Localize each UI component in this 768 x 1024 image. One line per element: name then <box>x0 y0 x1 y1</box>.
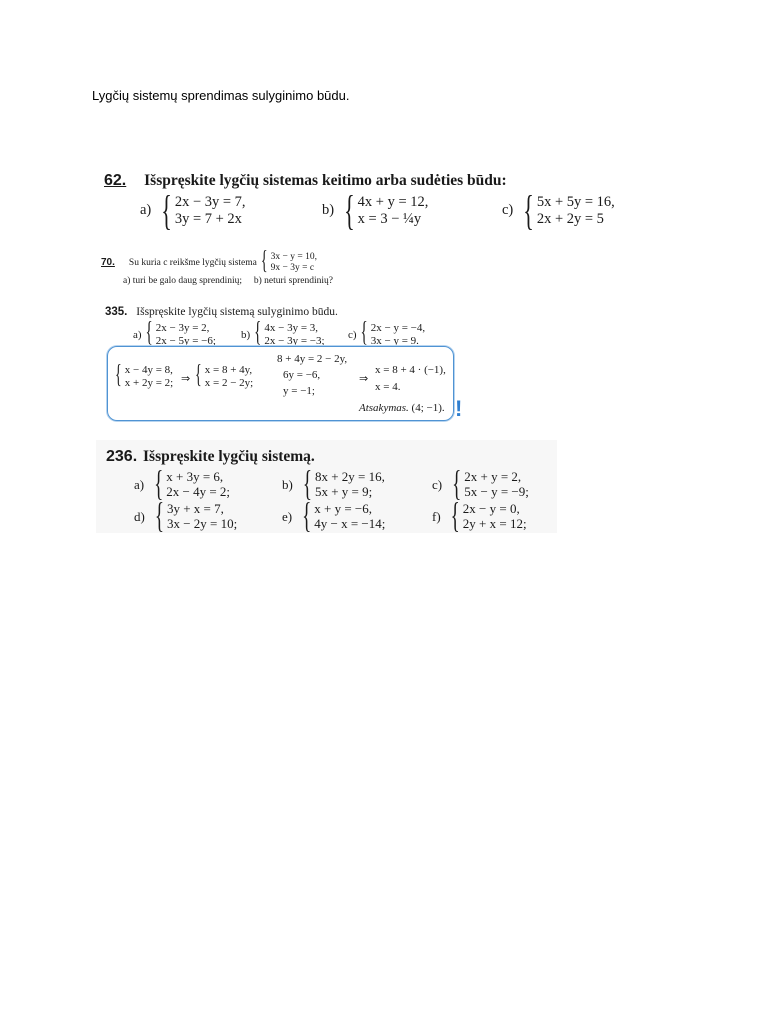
brace-icon: { <box>145 318 153 349</box>
exercise-70 <box>101 247 401 290</box>
exercise-236-number: 236. <box>106 448 138 465</box>
exclamation-icon: ! <box>455 396 463 421</box>
system-236a <box>134 464 231 505</box>
equation: 4x − 3y = 3, <box>264 322 319 334</box>
exercise-70-prompt: Su kuria c reikšme lygčių sistema <box>128 257 257 268</box>
system-70 <box>257 247 317 277</box>
equation: 3x − 2y = 10; <box>166 515 238 531</box>
brace-icon: { <box>254 318 262 349</box>
system-236f <box>432 496 527 533</box>
item-label: b) <box>322 202 335 219</box>
system-236c <box>432 464 529 505</box>
item-label: f) <box>432 508 441 524</box>
solution-step-4 <box>375 362 446 395</box>
item-label: a) <box>140 202 152 219</box>
brace-icon: { <box>452 464 462 505</box>
exercise-62-number: 62. <box>104 172 127 189</box>
brace-icon: { <box>523 185 534 234</box>
brace-icon: { <box>450 496 460 533</box>
item-label: c) <box>348 328 357 341</box>
exercise-335-number: 335. <box>105 306 128 318</box>
equation: 3y + x = 7, <box>166 501 224 516</box>
brace-icon: { <box>260 247 268 277</box>
exercise-62 <box>104 172 644 242</box>
brace-icon: { <box>154 464 164 505</box>
equation: x + 2y = 2; <box>124 376 174 389</box>
equation: 5x + y = 9; <box>314 483 373 499</box>
equation: x = 4. <box>375 380 401 393</box>
item-label: c) <box>502 202 514 219</box>
equation: 2x − 3y = 7, <box>174 194 246 210</box>
equation: 9x − 3y = c <box>270 262 315 273</box>
document-title: Lygčių sistemų sprendimas sulyginimo būdu. <box>92 88 350 103</box>
system-335c <box>348 318 426 349</box>
equation: 6y = −6, <box>283 368 321 381</box>
implies-arrow-icon: ⇒ <box>359 373 369 385</box>
equation: 4x + y = 12, <box>357 194 429 210</box>
brace-icon: { <box>195 361 202 390</box>
equation: y = −1; <box>283 384 315 397</box>
exercise-335-header <box>105 306 338 318</box>
equation: 2x − 3y = 2, <box>155 322 210 334</box>
exercise-70-part-a: a) turi be galo daug sprendinių; <box>123 276 242 286</box>
equation: 2x − y = 0, <box>462 501 520 516</box>
equation: x + 3y = 6, <box>166 469 224 484</box>
item-label: d) <box>134 508 145 524</box>
brace-icon: { <box>115 361 122 390</box>
solution-answer <box>359 402 445 414</box>
equation: x = 8 + 4y, <box>204 364 253 376</box>
equation: x = 8 + 4 · (−1), <box>375 364 446 376</box>
exercise-236 <box>96 440 557 533</box>
exercise-70-number: 70. <box>101 257 115 269</box>
item-label: a) <box>134 476 145 492</box>
exercise-335 <box>105 306 465 426</box>
brace-icon: { <box>344 185 355 234</box>
exercise-70-part-b: b) neturi sprendinių? <box>253 276 334 286</box>
solution-step-3 <box>277 352 347 400</box>
equation: 2y + x = 12; <box>462 515 527 531</box>
equation: x + y = −6, <box>314 501 372 516</box>
exercise-236-header <box>106 448 315 466</box>
equation: x = 2 − 2y; <box>204 376 254 389</box>
equation: 4y − x = −14; <box>314 515 386 531</box>
system-236b <box>282 464 385 505</box>
system-335a <box>133 318 216 349</box>
system-335b <box>241 318 325 349</box>
equation: 3x − y = 10, <box>270 252 317 262</box>
system-62b <box>322 185 429 234</box>
equation: 2x − 5y = −6; <box>155 334 216 347</box>
brace-icon: { <box>302 464 312 505</box>
system-236d <box>134 496 238 533</box>
brace-icon: { <box>302 496 312 533</box>
equation: 8 + 4y = 2 − 2y, <box>277 353 348 365</box>
exercise-335-prompt: Išspręskite lygčių sistemą sulyginimo būdu. <box>136 306 338 318</box>
item-label: c) <box>432 476 443 492</box>
item-label: e) <box>282 508 293 524</box>
exercise-236-prompt: Išspręskite lygčių sistemą. <box>143 448 315 465</box>
item-label: b) <box>241 328 251 341</box>
exercise-62-prompt: Išspręskite lygčių sistemas keitimo arba sudėties būdu: <box>144 172 507 189</box>
implies-arrow-icon: ⇒ <box>181 373 191 385</box>
equation: 3x − y = 9. <box>370 334 419 347</box>
equation: 5x + 5y = 16, <box>536 194 615 210</box>
equation: x − 4y = 8, <box>124 364 173 376</box>
brace-icon: { <box>161 185 172 234</box>
brace-icon: { <box>360 318 368 349</box>
solution-step-2 <box>195 361 254 390</box>
system-62c <box>502 185 615 234</box>
item-label: b) <box>282 476 293 492</box>
equation: 8x + 2y = 16, <box>314 469 385 484</box>
system-236e <box>282 496 386 533</box>
solution-step-1 <box>115 361 174 390</box>
equation: 5x − y = −9; <box>464 483 529 499</box>
system-62a <box>140 185 246 234</box>
equation: 2x + y = 2, <box>464 469 522 484</box>
equation: 2x − 3y = −3; <box>264 334 325 347</box>
item-label: a) <box>133 328 142 341</box>
brace-icon: { <box>154 496 164 533</box>
equation: 2x + 2y = 5 <box>536 210 604 227</box>
equation: 2x − y = −4, <box>370 322 426 334</box>
equation: x = 3 − ¼y <box>357 210 422 227</box>
equation: 3y = 7 + 2x <box>174 210 242 227</box>
answer-value: (4; −1). <box>411 402 445 414</box>
answer-label: Atsakymas. <box>359 402 409 414</box>
equation: 2x − 4y = 2; <box>166 483 231 499</box>
